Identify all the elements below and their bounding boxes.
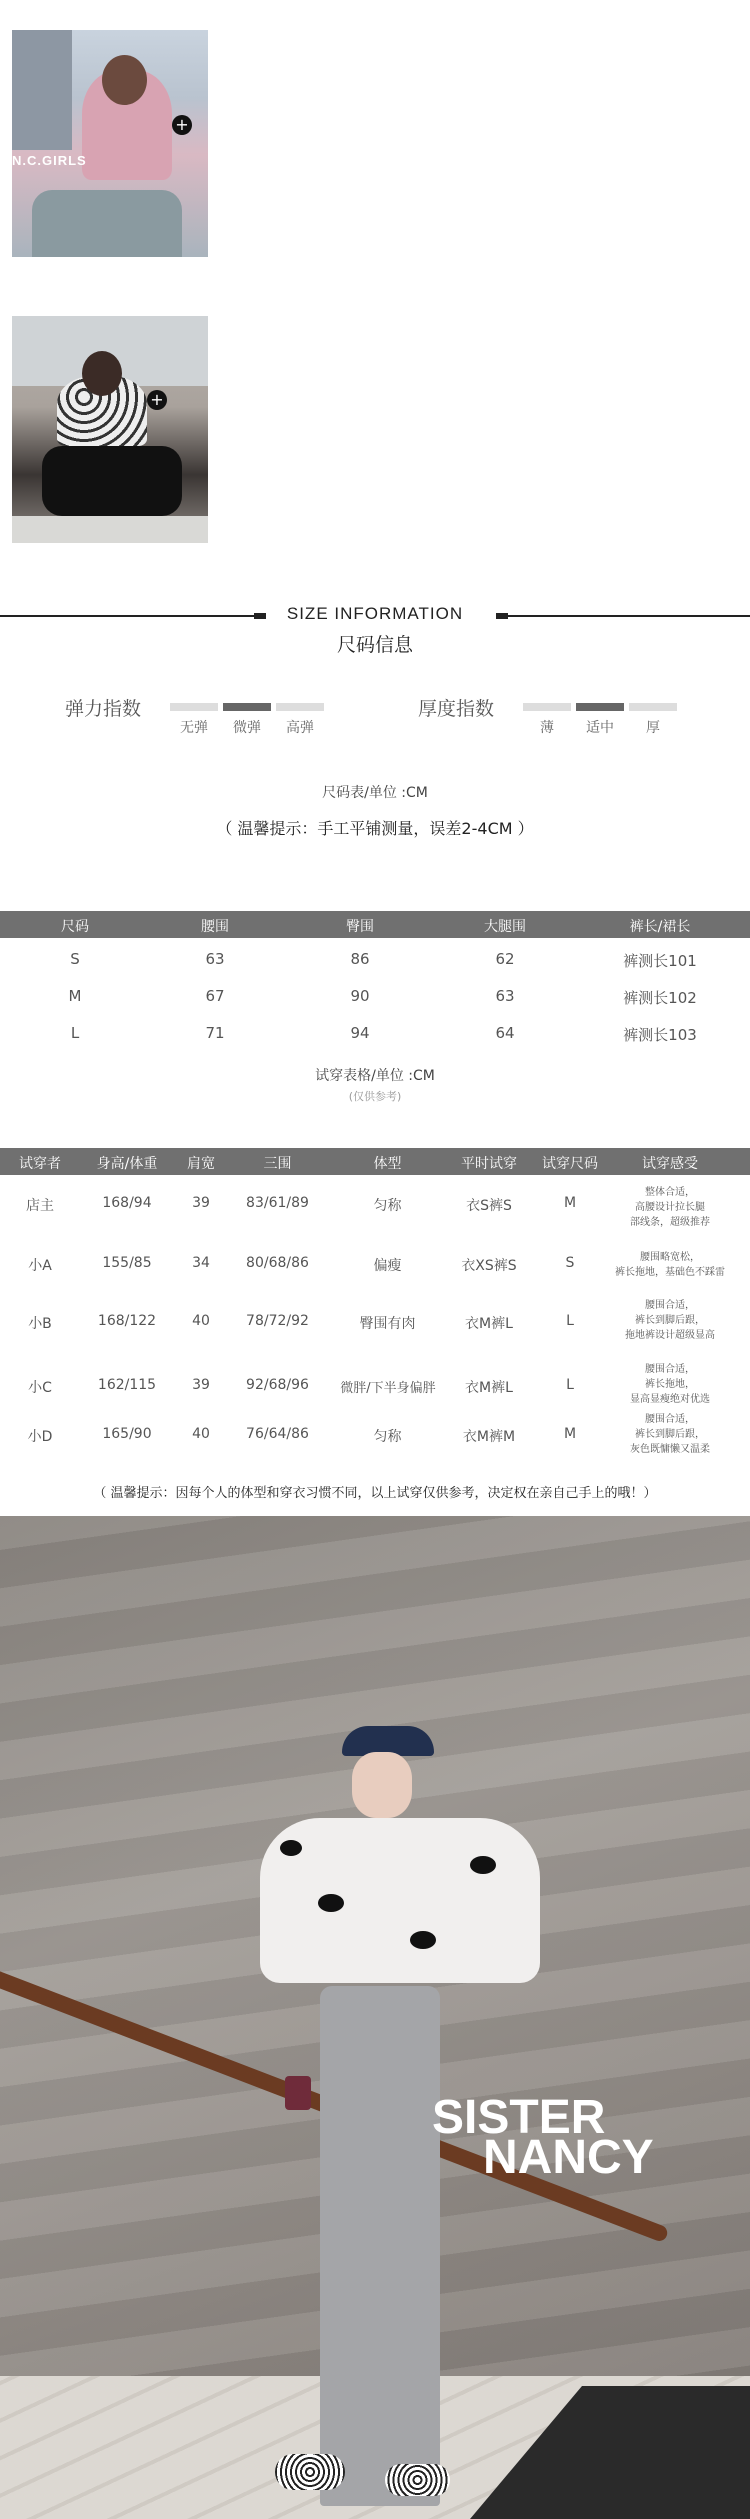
plus-icon[interactable]: + xyxy=(147,390,167,410)
tryon-feedback: 整体合适， 高腰设计拉长腿 部线条，超级推荐 xyxy=(630,1187,710,1228)
tryon-feedback: 腰围合适， 裤长到脚后跟， 拖地裤设计超级显高 xyxy=(625,1300,715,1341)
size-table-tip: （ 温馨提示：手工平铺测量，误差2-4CM ） xyxy=(216,819,534,838)
column-header: 平时试穿 xyxy=(461,1156,517,1172)
tryon-table-header xyxy=(0,1148,750,1175)
product-thumbnail-1[interactable] xyxy=(12,30,208,257)
column-header: 尺码 xyxy=(61,919,89,935)
product-photo xyxy=(0,1516,750,2519)
tryon-feedback: 腰围略宽松， 裤长拖地，基础色不踩雷 xyxy=(615,1252,725,1278)
bow-icon xyxy=(470,1856,496,1874)
column-header: 三围 xyxy=(263,1156,292,1172)
elasticity-label: 弹力指数 xyxy=(65,698,142,720)
thickness-bar-thick xyxy=(629,703,677,711)
size-table-header xyxy=(0,911,750,938)
brand-line-2: NANCY xyxy=(483,2131,654,2184)
elasticity-bar-slight xyxy=(223,703,271,711)
table-row: 小D 165/90 40 76/64/86 匀称 衣M裤M M 腰围合适， 裤长到脚后跟， 灰色既慵懒又温柔 xyxy=(0,1412,750,1464)
table-row: L 71 94 64 裤测长103 xyxy=(70,1024,697,1044)
thumbnail-caption: N.C.GIRLS xyxy=(12,153,87,168)
bow-icon xyxy=(280,1840,302,1856)
column-header: 试穿者 xyxy=(19,1156,61,1172)
thickness-option: 厚 xyxy=(646,720,660,736)
bow-icon xyxy=(410,1931,436,1949)
elasticity-bar-high xyxy=(276,703,324,711)
column-header: 腰围 xyxy=(201,919,229,935)
shoe xyxy=(275,2454,345,2490)
size-info-subtitle: 尺码信息 xyxy=(336,634,413,656)
tryon-reference-note: (仅供参考) xyxy=(348,1090,402,1103)
shoe xyxy=(385,2464,450,2496)
thickness-bar-medium xyxy=(576,703,624,711)
size-info-title: SIZE INFORMATION xyxy=(286,604,464,623)
column-header: 体型 xyxy=(373,1156,402,1172)
column-header: 大腿围 xyxy=(484,919,526,935)
column-header: 裤长/裙长 xyxy=(629,919,691,935)
size-table-unit-note: 尺码表/单位 :CM xyxy=(322,785,428,801)
grey-pants xyxy=(320,1986,440,2506)
column-header: 身高/体重 xyxy=(96,1156,158,1172)
elasticity-option: 无弹 xyxy=(180,720,208,736)
table-row: 店主 168/94 39 83/61/89 匀称 衣S裤S M 整体合适， 高腰设计拉长腿 部线条，超级推荐 xyxy=(0,1185,750,1237)
bow-icon xyxy=(318,1894,344,1912)
tryon-feedback: 腰围合适， 裤长拖地， 显高显瘦绝对优选 xyxy=(630,1364,710,1405)
table-row: 小A 155/85 34 80/68/86 偏瘦 衣XS裤S S 腰围略宽松， 裤长拖地，基础色不踩雷 xyxy=(0,1250,750,1290)
table-row: S 63 86 62 裤测长101 xyxy=(70,950,697,970)
thickness-option: 适中 xyxy=(586,720,614,736)
elasticity-bar-none xyxy=(170,703,218,711)
column-header: 试穿尺码 xyxy=(542,1156,598,1172)
column-header: 试穿感受 xyxy=(642,1156,698,1172)
tryon-feedback: 腰围合适， 裤长到脚后跟， 灰色既慵懒又温柔 xyxy=(630,1414,710,1455)
column-header: 肩宽 xyxy=(187,1156,215,1172)
tryon-unit-note: 试穿表格/单位 :CM xyxy=(315,1068,435,1084)
elasticity-option: 微弹 xyxy=(233,720,261,736)
thickness-label: 厚度指数 xyxy=(418,698,495,720)
thickness-option: 薄 xyxy=(540,720,554,736)
plus-icon[interactable]: + xyxy=(172,115,192,135)
column-header: 臀围 xyxy=(346,919,374,935)
table-row: M 67 90 63 裤测长102 xyxy=(68,987,697,1007)
thickness-bar-thin xyxy=(523,703,571,711)
table-row: 小C 162/115 39 92/68/96 微胖/下半身偏胖 衣M裤L L 腰围合适， 裤长拖地， 显高显瘦绝对优选 xyxy=(0,1362,750,1414)
bottom-tip: （ 温馨提示：因每个人的体型和穿衣习惯不同，以上试穿仅供参考，决定权在亲自己手上的哦！） xyxy=(93,1486,657,1501)
brand-line-1: SISTER xyxy=(432,2091,606,2144)
phone xyxy=(285,2076,311,2110)
product-thumbnail-2[interactable] xyxy=(12,316,208,543)
model-face xyxy=(352,1752,412,1818)
table-row: 小B 168/122 40 78/72/92 臀围有肉 衣M裤L L 腰围合适， 裤长到脚后跟， 拖地裤设计超级显高 xyxy=(0,1298,750,1350)
white-sweater xyxy=(260,1818,540,1983)
elasticity-option: 高弹 xyxy=(286,720,314,736)
building-backdrop xyxy=(12,30,72,150)
